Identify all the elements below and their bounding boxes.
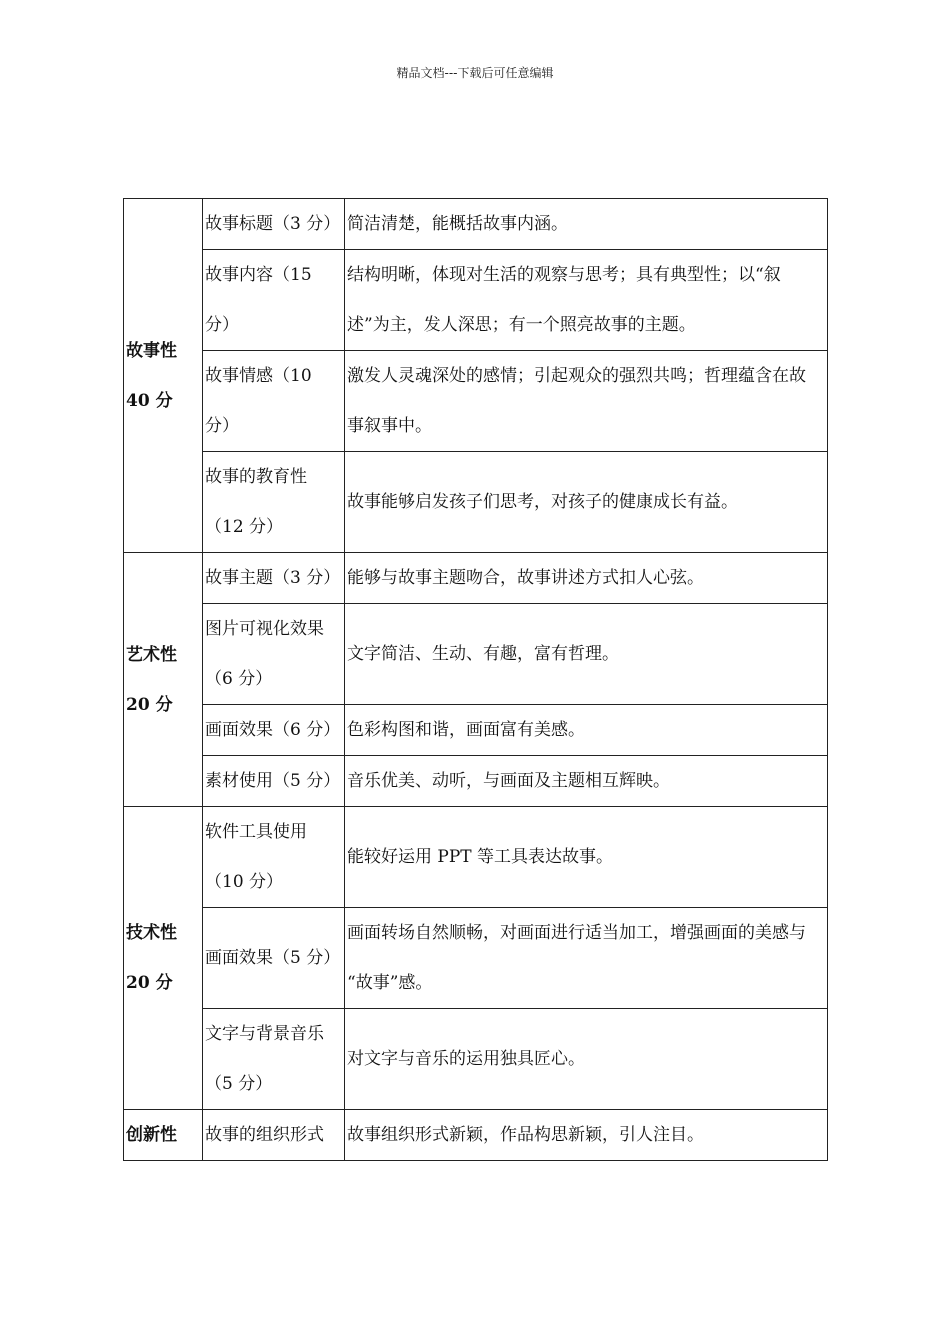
table-row — [124, 553, 828, 604]
category-cell — [124, 553, 203, 807]
description-cell: 文字简洁、生动、有趣，富有哲理。 — [345, 604, 828, 705]
description-cell: 色彩构图和谐，画面富有美感。 — [345, 705, 828, 756]
category-cell — [124, 1110, 203, 1161]
table-row — [124, 604, 828, 705]
table-row — [124, 199, 828, 250]
criterion-cell: 图片可视化效果 （6 分） — [203, 604, 345, 705]
scoring-rubric-table — [123, 198, 828, 1161]
table-row — [124, 807, 828, 908]
category-name: 技术性 — [126, 923, 177, 943]
description-cell: 简洁清楚，能概括故事内涵。 — [345, 199, 828, 250]
criterion-cell: 故事标题（3 分） — [203, 199, 345, 250]
criterion-cell: 画面效果（5 分） — [203, 908, 345, 1009]
table-row — [124, 1009, 828, 1110]
category-points: 20 分 — [126, 973, 173, 993]
category-points: 40 分 — [126, 390, 173, 411]
description-cell: 结构明晰，体现对生活的观察与思考；具有典型性；以“叙 述”为主，发人深思；有一个照亮故事的主题。 — [345, 250, 828, 351]
criterion-cell: 素材使用（5 分） — [203, 756, 345, 807]
category-name: 艺术性 — [126, 644, 177, 665]
table-row — [124, 756, 828, 807]
category-points: 20 分 — [126, 694, 173, 715]
criterion-cell: 故事情感（10 分） — [203, 351, 345, 452]
criterion-cell: 故事的教育性 （12 分） — [203, 452, 345, 553]
description-cell: 能够与故事主题吻合，故事讲述方式扣人心弦。 — [345, 553, 828, 604]
description-cell: 音乐优美、动听，与画面及主题相互辉映。 — [345, 756, 828, 807]
category-cell — [124, 807, 203, 1110]
table-row — [124, 908, 828, 1009]
description-cell: 激发人灵魂深处的感情；引起观众的强烈共鸣；哲理蕴含在故 事叙事中。 — [345, 351, 828, 452]
category-name: 故事性 — [126, 340, 177, 361]
table-row — [124, 452, 828, 553]
table-row — [124, 1110, 828, 1161]
criterion-cell: 故事的组织形式 — [203, 1110, 345, 1161]
criterion-cell: 故事主题（3 分） — [203, 553, 345, 604]
description-cell: 画面转场自然顺畅，对画面进行适当加工，增强画面的美感与 “故事”感。 — [345, 908, 828, 1009]
description-cell: 能较好运用 PPT 等工具表达故事。 — [345, 807, 828, 908]
criterion-cell: 画面效果（6 分） — [203, 705, 345, 756]
category-cell — [124, 199, 203, 553]
table-row — [124, 250, 828, 351]
table-row — [124, 351, 828, 452]
table-row — [124, 705, 828, 756]
description-cell: 对文字与音乐的运用独具匠心。 — [345, 1009, 828, 1110]
description-cell: 故事组织形式新颖，作品构思新颖，引人注目。 — [345, 1110, 828, 1161]
criterion-cell: 文字与背景音乐 （5 分） — [203, 1009, 345, 1110]
description-cell: 故事能够启发孩子们思考，对孩子的健康成长有益。 — [345, 452, 828, 553]
criterion-cell: 软件工具使用 （10 分） — [203, 807, 345, 908]
page-header: 精品文档---下载后可任意编辑 — [396, 66, 554, 80]
category-name: 创新性 — [126, 1125, 177, 1145]
criterion-cell: 故事内容（15 分） — [203, 250, 345, 351]
